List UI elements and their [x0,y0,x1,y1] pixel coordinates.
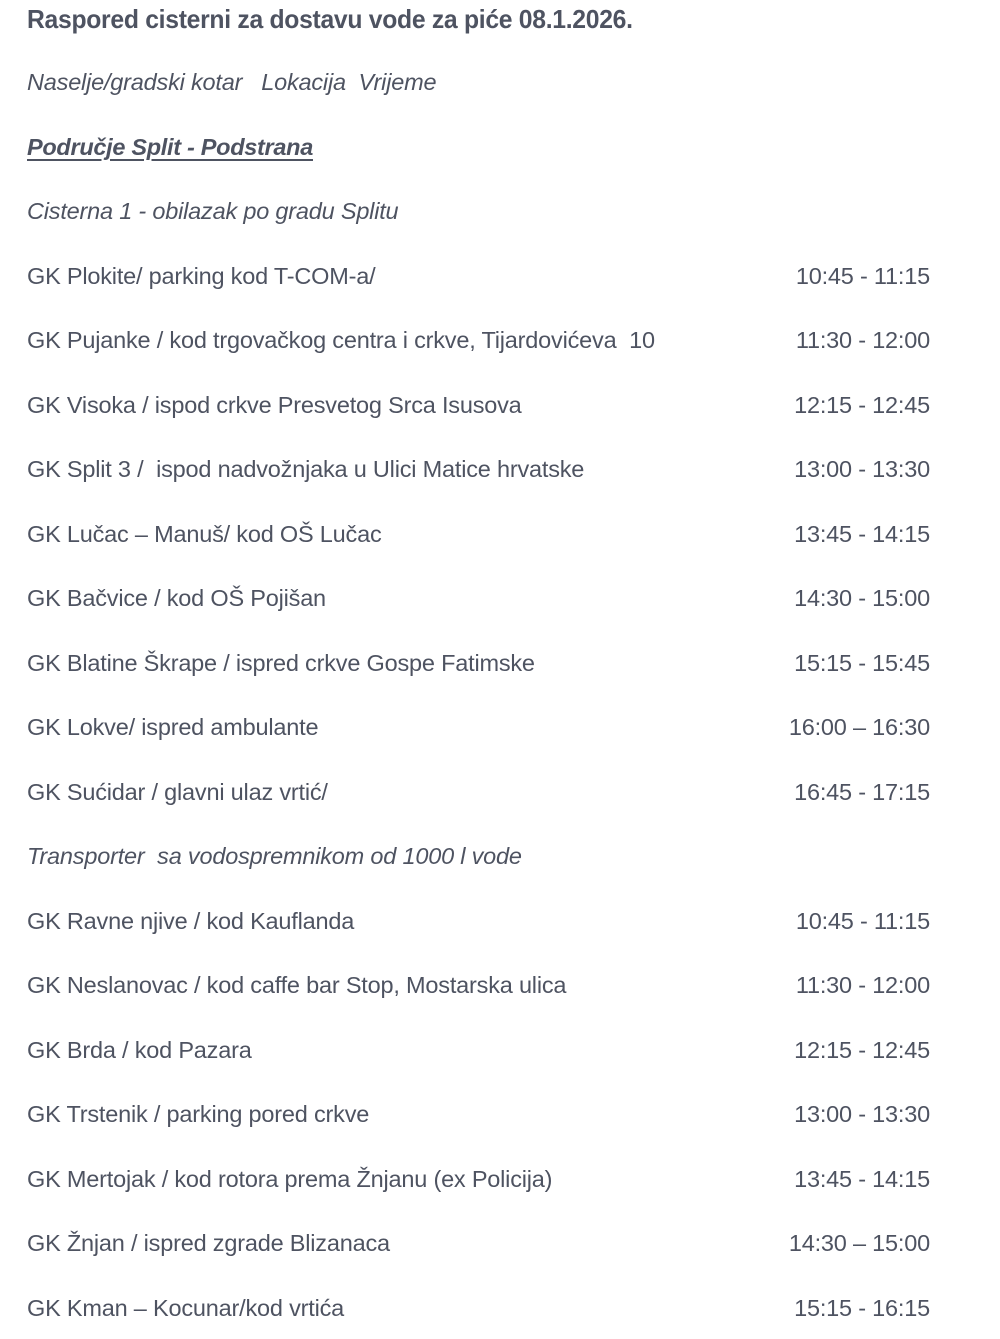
section-heading: Transporter sa vodospremnikom od 1000 l vode [27,843,522,869]
row-location: GK Sućidar / glavni ulaz vrtić/ [27,778,328,805]
schedule-row [27,972,930,998]
row-location: GK Lokve/ ispred ambulante [27,714,319,740]
row-time: 15:15 - 15:45 [794,649,930,676]
row-time: 10:45 - 11:15 [795,907,930,934]
row-time: 13:00 - 13:30 [794,456,930,482]
row-time: 11:30 - 12:00 [795,327,930,353]
page-title: Raspored cisterni za dostavu vode za piće 08.1.2026. [27,4,633,34]
row-time: 14:30 – 15:00 [788,1230,930,1256]
row-location: GK Trstenik / parking pored crkve [27,1101,370,1127]
schedule-row [27,585,930,611]
region-heading: Područje Split - Podstrana [27,133,313,160]
schedule-row [27,1230,930,1256]
schedule-row [27,521,930,547]
row-time: 13:45 - 14:15 [794,520,930,547]
schedule-row [27,714,930,740]
row-location: GK Lučac – Manuš/ kod OŠ Lučac [27,520,382,547]
schedule-row [27,1295,930,1321]
schedule-row [27,1037,930,1063]
column-headers: Naselje/gradski kotar Lokacija Vrijeme [27,69,437,95]
section-heading: Cisterna 1 - obilazak po gradu Splitu [27,198,399,224]
schedule-row [27,327,930,353]
row-location: GK Neslanovac / kod caffe bar Stop, Mostarska ulica [27,972,567,998]
row-location: GK Blatine Škrape / ispred crkve Gospe Fatimske [27,649,535,676]
row-time: 16:00 – 16:30 [788,714,930,740]
section-transporter [27,843,930,1321]
schedule-row [27,908,930,934]
row-time: 10:45 - 11:15 [795,262,930,289]
row-location: GK Bačvice / kod OŠ Pojišan [27,585,326,611]
row-location: GK Brda / kod Pazara [27,1036,252,1063]
schedule-row [27,650,930,676]
schedule-row [27,779,930,805]
row-location: GK Split 3 / ispod nadvožnjaka u Ulici Matice hrvatske [27,456,585,482]
row-time: 12:15 - 12:45 [794,1036,930,1063]
row-location: GK Pujanke / kod trgovačkog centra i crkve, Tijardovićeva 10 [27,327,655,353]
row-location: GK Kman – Kocunar/kod vrtića [27,1294,345,1321]
schedule-row [27,263,930,289]
row-location: GK Mertojak / kod rotora prema Žnjanu (ex Policija) [27,1165,553,1192]
row-location: GK Žnjan / ispred zgrade Blizanaca [27,1230,390,1256]
row-location: GK Ravne njive / kod Kauflanda [27,907,355,934]
row-time: 12:15 - 12:45 [794,391,930,418]
schedule-row [27,1166,930,1192]
schedule-row [27,456,930,482]
row-time: 15:15 - 16:15 [794,1294,930,1321]
schedule-row [27,392,930,418]
row-time: 13:00 - 13:30 [794,1101,930,1127]
schedule-row [27,1101,930,1127]
row-time: 11:30 - 12:00 [795,972,930,998]
row-time: 13:45 - 14:15 [794,1165,930,1192]
row-time: 14:30 - 15:00 [794,585,930,611]
row-location: GK Visoka / ispod crkve Presvetog Srca Isusova [27,391,522,418]
row-location: GK Plokite/ parking kod T-COM-a/ [27,262,376,289]
row-time: 16:45 - 17:15 [794,778,930,805]
section-cisterna-1 [27,198,930,805]
